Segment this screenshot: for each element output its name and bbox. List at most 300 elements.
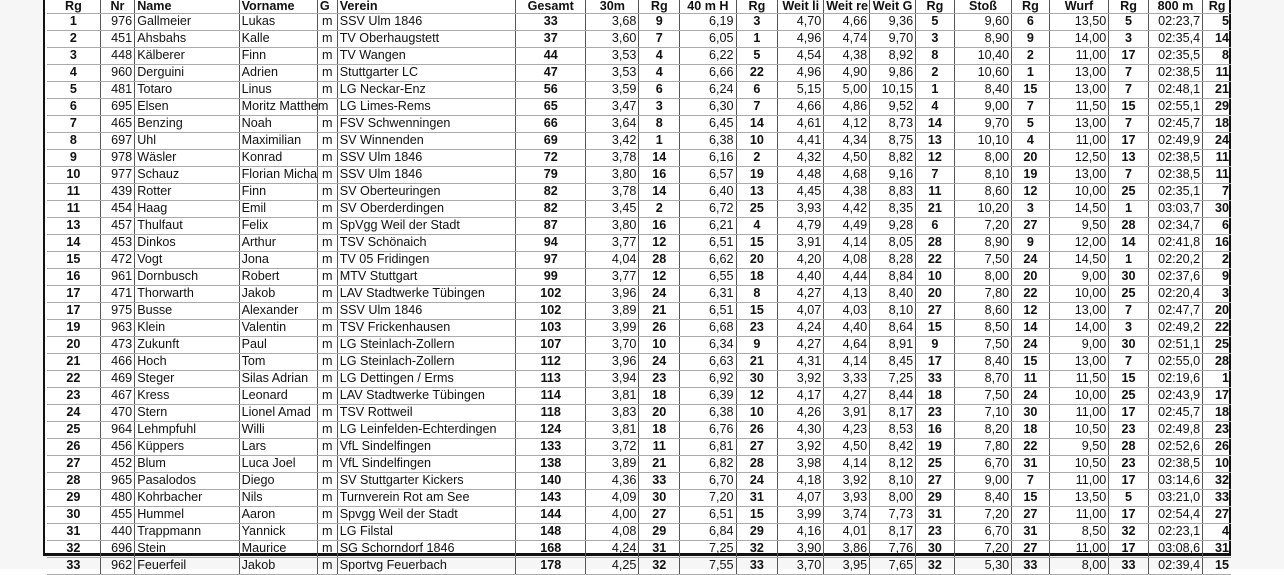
- cell-verein: SV Oberteuringen: [337, 184, 516, 201]
- cell-800m: 02:55,1: [1148, 99, 1202, 116]
- cell-vorname: Alexander: [239, 303, 317, 320]
- table-row: [47, 371, 1231, 388]
- cell-rank-wurf: 17: [1109, 133, 1149, 150]
- cell-gender: m: [317, 184, 337, 201]
- cell-verein: SV Winnenden: [337, 133, 516, 150]
- cell-rank-wurf: 7: [1109, 65, 1149, 82]
- cell-wurf: 11,00: [1049, 541, 1109, 558]
- cell-stoss: 10,20: [954, 201, 1011, 218]
- cell-30m: 4,09: [586, 490, 639, 507]
- cell-gesamt: 33: [516, 14, 586, 31]
- cell-gender: m: [317, 337, 337, 354]
- cell-800m: 02:23,7: [1148, 14, 1202, 31]
- cell-rank-30m: 31: [639, 541, 680, 558]
- cell-verein: VfL Sindelfingen: [337, 439, 516, 456]
- cell-gesamt: 102: [516, 286, 586, 303]
- cell-nr: 465: [100, 116, 134, 133]
- header-40m-hurdles: 40 m H: [680, 0, 736, 14]
- cell-vorname: Lionel Amad: [239, 405, 317, 422]
- table-row: [47, 31, 1231, 48]
- cell-40m-hurdles: 6,39: [680, 388, 736, 405]
- cell-gesamt: 118: [516, 405, 586, 422]
- cell-rank-30m: 16: [639, 167, 680, 184]
- cell-weit-links: 4,17: [778, 388, 824, 405]
- cell-wurf: 13,00: [1049, 167, 1109, 184]
- cell-wurf: 13,50: [1049, 14, 1109, 31]
- cell-rank-stoss: 12: [1012, 184, 1050, 201]
- cell-vorname: Maurice: [239, 541, 317, 558]
- cell-stoss: 9,00: [954, 473, 1011, 490]
- cell-rank-stoss: 4: [1012, 133, 1050, 150]
- cell-rank-wurf: 1: [1109, 201, 1149, 218]
- cell-weit-links: 4,48: [778, 167, 824, 184]
- table-row: [47, 490, 1231, 507]
- cell-rank-40m: 15: [736, 507, 778, 524]
- header-rank-wurf: Rg: [1109, 0, 1149, 14]
- cell-rank-800m: 8: [1203, 48, 1231, 65]
- cell-vorname: Jakob: [239, 286, 317, 303]
- cell-weit-rechts: 4,14: [824, 354, 870, 371]
- cell-rank-wurf: 7: [1109, 167, 1149, 184]
- cell-weit-gesamt: 8,92: [870, 48, 916, 65]
- cell-800m: 03:03,7: [1148, 201, 1202, 218]
- cell-40m-hurdles: 6,51: [680, 507, 736, 524]
- header-30m: 30m: [586, 0, 639, 14]
- cell-rank-30m: 26: [639, 320, 680, 337]
- cell-nr: 467: [100, 388, 134, 405]
- cell-rank-weit: 14: [916, 116, 955, 133]
- cell-rank-800m: 24: [1203, 133, 1231, 150]
- table-row: [47, 405, 1231, 422]
- cell-rank-weit: 17: [916, 354, 955, 371]
- cell-rank-800m: 1: [1203, 371, 1231, 388]
- cell-name: Hummel: [135, 507, 239, 524]
- cell-rank-40m: 23: [736, 320, 778, 337]
- cell-weit-gesamt: 9,52: [870, 99, 916, 116]
- cell-verein: VfL Sindelfingen: [337, 456, 516, 473]
- cell-30m: 3,77: [586, 269, 639, 286]
- cell-gesamt: 87: [516, 218, 586, 235]
- cell-rank-800m: 9: [1203, 269, 1231, 286]
- cell-rank-weit: 4: [916, 99, 955, 116]
- cell-30m: 3,70: [586, 337, 639, 354]
- cell-stoss: 10,10: [954, 133, 1011, 150]
- cell-wurf: 8,50: [1049, 524, 1109, 541]
- cell-gender: m: [317, 116, 337, 133]
- cell-vorname: Jona: [239, 252, 317, 269]
- cell-verein: FSV Schwenningen: [337, 116, 516, 133]
- cell-800m: 02:34,7: [1148, 218, 1202, 235]
- cell-stoss: 7,80: [954, 286, 1011, 303]
- cell-rank-800m: 11: [1203, 167, 1231, 184]
- cell-rank-wurf: 28: [1109, 439, 1149, 456]
- cell-weit-rechts: 4,90: [824, 65, 870, 82]
- cell-rank-800m: 18: [1203, 116, 1231, 133]
- cell-30m: 3,53: [586, 65, 639, 82]
- cell-verein: TV 05 Fridingen: [337, 252, 516, 269]
- cell-rank-30m: 14: [639, 150, 680, 167]
- cell-rank-30m: 4: [639, 65, 680, 82]
- cell-30m: 3,81: [586, 388, 639, 405]
- cell-gesamt: 66: [516, 116, 586, 133]
- cell-30m: 3,68: [586, 14, 639, 31]
- cell-verein: SV Oberderdingen: [337, 201, 516, 218]
- cell-verein: SG Schorndorf 1846: [337, 541, 516, 558]
- table-row: [47, 82, 1231, 99]
- cell-weit-rechts: 4,14: [824, 456, 870, 473]
- cell-gesamt: 168: [516, 541, 586, 558]
- cell-gender: m: [317, 320, 337, 337]
- cell-rank-stoss: 24: [1012, 252, 1050, 269]
- cell-40m-hurdles: 6,19: [680, 14, 736, 31]
- cell-rank-weit: 6: [916, 218, 955, 235]
- cell-rank-40m: 21: [736, 354, 778, 371]
- cell-name: Busse: [135, 303, 239, 320]
- cell-rank: 16: [47, 269, 100, 286]
- cell-weit-gesamt: 9,86: [870, 65, 916, 82]
- cell-30m: 3,72: [586, 439, 639, 456]
- cell-rank-weit: 11: [916, 184, 955, 201]
- cell-gesamt: 178: [516, 558, 586, 575]
- cell-vorname: Lukas: [239, 14, 317, 31]
- cell-rank-30m: 29: [639, 524, 680, 541]
- cell-rank: 13: [47, 218, 100, 235]
- cell-rank-weit: 9: [916, 337, 955, 354]
- header-gender: G: [317, 0, 337, 14]
- cell-rank-30m: 4: [639, 48, 680, 65]
- cell-rank: 20: [47, 337, 100, 354]
- cell-stoss: 8,70: [954, 371, 1011, 388]
- cell-stoss: 7,20: [954, 218, 1011, 235]
- cell-weit-links: 4,07: [778, 303, 824, 320]
- cell-30m: 4,04: [586, 252, 639, 269]
- cell-stoss: 7,20: [954, 507, 1011, 524]
- cell-rank: 27: [47, 456, 100, 473]
- cell-rank-800m: 27: [1203, 507, 1231, 524]
- cell-rank: 6: [47, 99, 100, 116]
- cell-30m: 4,08: [586, 524, 639, 541]
- cell-rank-40m: 6: [736, 82, 778, 99]
- cell-weit-links: 4,16: [778, 524, 824, 541]
- cell-30m: 3,47: [586, 99, 639, 116]
- cell-vorname: Yannick: [239, 524, 317, 541]
- cell-rank-weit: 27: [916, 303, 955, 320]
- cell-rank-800m: 11: [1203, 150, 1231, 167]
- cell-rank-weit: 32: [916, 558, 955, 575]
- cell-rank-wurf: 13: [1109, 150, 1149, 167]
- cell-rank-weit: 20: [916, 286, 955, 303]
- cell-weit-links: 4,96: [778, 65, 824, 82]
- cell-weit-gesamt: 8,45: [870, 354, 916, 371]
- cell-wurf: 11,50: [1049, 99, 1109, 116]
- cell-rank-stoss: 22: [1012, 439, 1050, 456]
- cell-gesamt: 82: [516, 201, 586, 218]
- cell-rank: 17: [47, 286, 100, 303]
- cell-gesamt: 124: [516, 422, 586, 439]
- cell-nr: 975: [100, 303, 134, 320]
- cell-stoss: 8,20: [954, 422, 1011, 439]
- cell-weit-gesamt: 8,44: [870, 388, 916, 405]
- cell-stoss: 8,00: [954, 150, 1011, 167]
- cell-40m-hurdles: 6,38: [680, 133, 736, 150]
- cell-stoss: 8,10: [954, 167, 1011, 184]
- cell-rank-wurf: 15: [1109, 371, 1149, 388]
- cell-weit-rechts: 3,92: [824, 473, 870, 490]
- cell-rank-weit: 23: [916, 524, 955, 541]
- cell-weit-rechts: 4,50: [824, 439, 870, 456]
- cell-gesamt: 72: [516, 150, 586, 167]
- cell-800m: 02:38,5: [1148, 167, 1202, 184]
- cell-rank: 26: [47, 439, 100, 456]
- cell-stoss: 8,50: [954, 320, 1011, 337]
- cell-stoss: 10,40: [954, 48, 1011, 65]
- cell-name: Thulfaut: [135, 218, 239, 235]
- cell-rank: 31: [47, 524, 100, 541]
- cell-rank-stoss: 20: [1012, 269, 1050, 286]
- cell-800m: 02:55,0: [1148, 354, 1202, 371]
- cell-800m: 03:21,0: [1148, 490, 1202, 507]
- cell-40m-hurdles: 6,24: [680, 82, 736, 99]
- cell-rank-stoss: 9: [1012, 31, 1050, 48]
- cell-wurf: 14,50: [1049, 252, 1109, 269]
- table-row: [47, 456, 1231, 473]
- cell-weit-links: 3,70: [778, 558, 824, 575]
- cell-rank-wurf: 25: [1109, 388, 1149, 405]
- cell-40m-hurdles: 6,72: [680, 201, 736, 218]
- cell-gesamt: 112: [516, 354, 586, 371]
- cell-weit-gesamt: 8,35: [870, 201, 916, 218]
- cell-weit-rechts: 4,23: [824, 422, 870, 439]
- cell-nr: 466: [100, 354, 134, 371]
- cell-verein: SSV Ulm 1846: [337, 14, 516, 31]
- cell-rank: 19: [47, 320, 100, 337]
- cell-rank-weit: 1: [916, 82, 955, 99]
- cell-800m: 02:52,6: [1148, 439, 1202, 456]
- cell-800m: 03:08,6: [1148, 541, 1202, 558]
- cell-800m: 02:19,6: [1148, 371, 1202, 388]
- results-body: [47, 14, 1231, 575]
- cell-wurf: 10,00: [1049, 184, 1109, 201]
- cell-weit-links: 4,45: [778, 184, 824, 201]
- cell-gesamt: 79: [516, 167, 586, 184]
- cell-name: Schauz: [135, 167, 239, 184]
- cell-stoss: 8,90: [954, 31, 1011, 48]
- cell-weit-rechts: 4,86: [824, 99, 870, 116]
- cell-rank-40m: 10: [736, 133, 778, 150]
- cell-30m: 3,89: [586, 303, 639, 320]
- cell-nr: 439: [100, 184, 134, 201]
- cell-verein: LG Dettingen / Erms: [337, 371, 516, 388]
- cell-weit-rechts: 4,27: [824, 388, 870, 405]
- cell-40m-hurdles: 6,55: [680, 269, 736, 286]
- cell-rank-weit: 8: [916, 48, 955, 65]
- cell-rank-40m: 32: [736, 541, 778, 558]
- cell-name: Lehmpfuhl: [135, 422, 239, 439]
- cell-rank-stoss: 18: [1012, 422, 1050, 439]
- cell-rank-30m: 28: [639, 252, 680, 269]
- cell-rank-wurf: 15: [1109, 99, 1149, 116]
- cell-name: Kress: [135, 388, 239, 405]
- cell-nr: 473: [100, 337, 134, 354]
- cell-weit-gesamt: 8,75: [870, 133, 916, 150]
- cell-gesamt: 47: [516, 65, 586, 82]
- cell-rank-800m: 15: [1203, 558, 1231, 575]
- cell-gesamt: 114: [516, 388, 586, 405]
- cell-rank-800m: 6: [1203, 218, 1231, 235]
- cell-weit-links: 4,24: [778, 320, 824, 337]
- cell-wurf: 10,00: [1049, 286, 1109, 303]
- table-row: [47, 150, 1231, 167]
- table-row: [47, 201, 1231, 218]
- cell-nr: 978: [100, 150, 134, 167]
- cell-weit-links: 3,90: [778, 541, 824, 558]
- cell-verein: SV Stuttgarter Kickers: [337, 473, 516, 490]
- cell-verein: LAV Stadtwerke Tübingen: [337, 388, 516, 405]
- cell-name: Wäsler: [135, 150, 239, 167]
- cell-rank-wurf: 17: [1109, 48, 1149, 65]
- cell-stoss: 7,20: [954, 541, 1011, 558]
- cell-wurf: 9,00: [1049, 269, 1109, 286]
- cell-rank-stoss: 24: [1012, 337, 1050, 354]
- cell-nr: 455: [100, 507, 134, 524]
- cell-40m-hurdles: 7,20: [680, 490, 736, 507]
- cell-verein: LG Limes-Rems: [337, 99, 516, 116]
- cell-weit-links: 4,70: [778, 14, 824, 31]
- cell-verein: Sportvg Feuerbach: [337, 558, 516, 575]
- cell-gender: m: [317, 473, 337, 490]
- cell-verein: LG Filstal: [337, 524, 516, 541]
- cell-rank-30m: 30: [639, 490, 680, 507]
- cell-stoss: 8,60: [954, 303, 1011, 320]
- cell-nr: 448: [100, 48, 134, 65]
- cell-verein: TV Wangen: [337, 48, 516, 65]
- cell-nr: 697: [100, 133, 134, 150]
- cell-rank-wurf: 17: [1109, 405, 1149, 422]
- cell-rank-30m: 10: [639, 337, 680, 354]
- cell-rank-800m: 32: [1203, 473, 1231, 490]
- header-rank-800m: Rg: [1203, 0, 1231, 14]
- cell-rank-wurf: 25: [1109, 286, 1149, 303]
- cell-gender: m: [317, 14, 337, 31]
- cell-rank: 33: [47, 558, 100, 575]
- cell-rank-weit: 2: [916, 65, 955, 82]
- table-row: [47, 558, 1231, 575]
- cell-rank: 29: [47, 490, 100, 507]
- cell-40m-hurdles: 7,55: [680, 558, 736, 575]
- cell-weit-links: 5,15: [778, 82, 824, 99]
- cell-800m: 02:47,7: [1148, 303, 1202, 320]
- table-row: [47, 320, 1231, 337]
- cell-30m: 3,60: [586, 31, 639, 48]
- cell-weit-gesamt: 8,00: [870, 490, 916, 507]
- cell-800m: 02:54,4: [1148, 507, 1202, 524]
- cell-rank-800m: 25: [1203, 337, 1231, 354]
- table-row: [47, 388, 1231, 405]
- cell-rank-weit: 27: [916, 473, 955, 490]
- cell-rank-800m: 28: [1203, 354, 1231, 371]
- cell-weit-links: 4,07: [778, 490, 824, 507]
- cell-stoss: 6,70: [954, 524, 1011, 541]
- cell-40m-hurdles: 6,16: [680, 150, 736, 167]
- cell-rank-800m: 4: [1203, 524, 1231, 541]
- cell-gesamt: 113: [516, 371, 586, 388]
- cell-stoss: 8,60: [954, 184, 1011, 201]
- cell-weit-rechts: 4,68: [824, 167, 870, 184]
- cell-rank-800m: 18: [1203, 405, 1231, 422]
- cell-rank: 9: [47, 150, 100, 167]
- cell-verein: LG Neckar-Enz: [337, 82, 516, 99]
- cell-name: Trappmann: [135, 524, 239, 541]
- cell-rank-800m: 16: [1203, 235, 1231, 252]
- cell-rank-stoss: 27: [1012, 507, 1050, 524]
- cell-gesamt: 103: [516, 320, 586, 337]
- cell-gesamt: 143: [516, 490, 586, 507]
- cell-rank: 28: [47, 473, 100, 490]
- cell-weit-links: 4,20: [778, 252, 824, 269]
- cell-rank-wurf: 7: [1109, 354, 1149, 371]
- cell-nr: 977: [100, 167, 134, 184]
- cell-vorname: Finn: [239, 184, 317, 201]
- cell-800m: 02:48,1: [1148, 82, 1202, 99]
- cell-gesamt: 69: [516, 133, 586, 150]
- cell-rank-stoss: 31: [1012, 456, 1050, 473]
- cell-800m: 02:49,8: [1148, 422, 1202, 439]
- cell-stoss: 8,40: [954, 82, 1011, 99]
- cell-rank-30m: 7: [639, 31, 680, 48]
- cell-rank-stoss: 14: [1012, 320, 1050, 337]
- cell-rank-40m: 27: [736, 439, 778, 456]
- cell-verein: SSV Ulm 1846: [337, 150, 516, 167]
- cell-800m: 02:37,6: [1148, 269, 1202, 286]
- header-800m: 800 m: [1148, 0, 1202, 14]
- cell-name: Blum: [135, 456, 239, 473]
- table-row: [47, 473, 1231, 490]
- cell-rank-weit: 10: [916, 269, 955, 286]
- cell-name: Stern: [135, 405, 239, 422]
- cell-name: Thorwarth: [135, 286, 239, 303]
- cell-rank-40m: 14: [736, 116, 778, 133]
- cell-name: Rotter: [135, 184, 239, 201]
- cell-30m: 4,00: [586, 507, 639, 524]
- cell-rank-weit: 13: [916, 133, 955, 150]
- cell-name: Kohrbacher: [135, 490, 239, 507]
- cell-stoss: 7,50: [954, 337, 1011, 354]
- header-stoss: Stoß: [954, 0, 1011, 14]
- table-row: [47, 218, 1231, 235]
- cell-wurf: 12,50: [1049, 150, 1109, 167]
- cell-wurf: 13,00: [1049, 82, 1109, 99]
- cell-vorname: Aaron: [239, 507, 317, 524]
- cell-rank-stoss: 7: [1012, 99, 1050, 116]
- cell-30m: 4,24: [586, 541, 639, 558]
- cell-nr: 960: [100, 65, 134, 82]
- cell-name: Zukunft: [135, 337, 239, 354]
- cell-800m: 02:23,1: [1148, 524, 1202, 541]
- cell-name: Benzing: [135, 116, 239, 133]
- cell-rank-30m: 24: [639, 286, 680, 303]
- cell-rank: 10: [47, 167, 100, 184]
- cell-rank-wurf: 3: [1109, 320, 1149, 337]
- cell-rank-800m: 31: [1203, 541, 1231, 558]
- cell-rank-30m: 16: [639, 218, 680, 235]
- cell-wurf: 14,00: [1049, 320, 1109, 337]
- cell-40m-hurdles: 6,38: [680, 405, 736, 422]
- cell-30m: 3,99: [586, 320, 639, 337]
- cell-weit-gesamt: 8,10: [870, 303, 916, 320]
- cell-rank-30m: 23: [639, 371, 680, 388]
- header-weit-rechts: Weit re: [824, 0, 870, 14]
- cell-rank-stoss: 19: [1012, 167, 1050, 184]
